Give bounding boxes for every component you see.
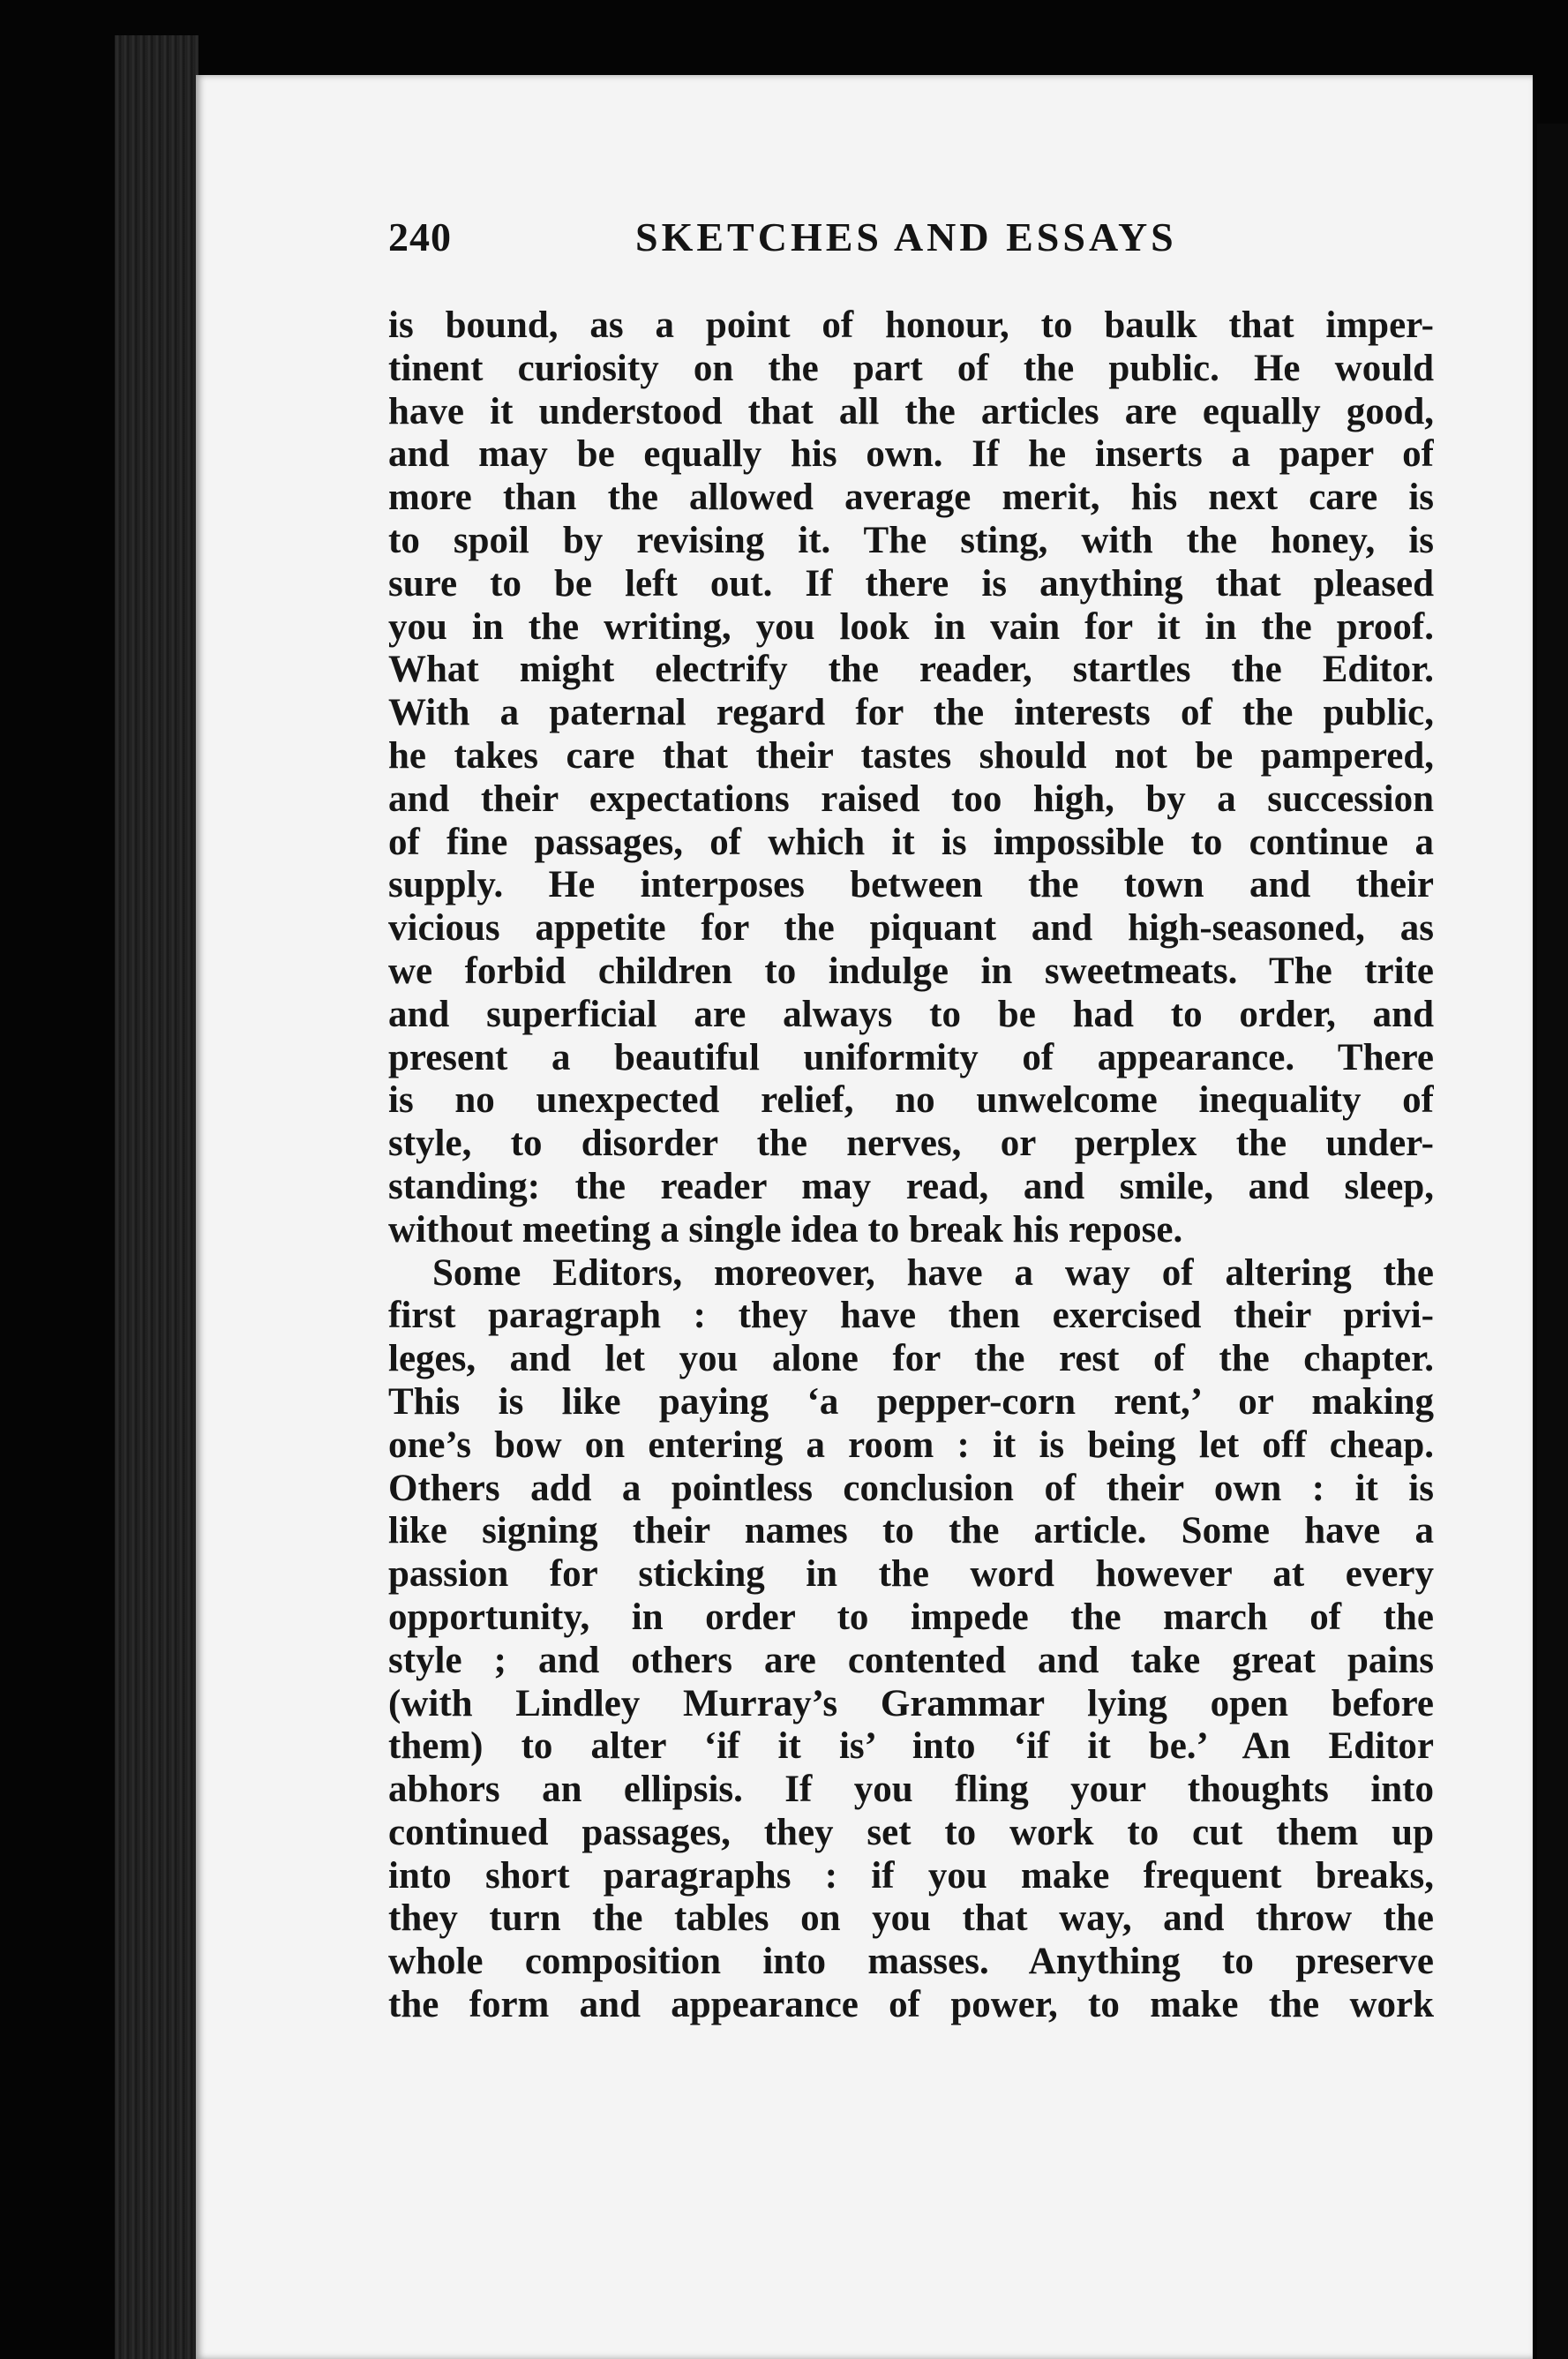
text-line: opportunity, in order to impede the march of the <box>388 1596 1434 1638</box>
text-line: This is like paying ‘a pepper-corn rent,’ or making <box>388 1380 1434 1423</box>
text-line: style ; and others are contented and take great pains <box>388 1639 1434 1681</box>
text-line: like signing their names to the article. Some have a <box>388 1510 1434 1552</box>
text-line: style, to disorder the nerves, or perplex the under- <box>388 1123 1434 1165</box>
text-line: we forbid children to indulge in sweetmeats. The trite <box>388 950 1434 992</box>
text-line: and may be equally his own. If he inserts a paper of <box>388 433 1434 476</box>
text-line: into short paragraphs : if you make frequent breaks, <box>388 1854 1434 1897</box>
text-line: vicious appetite for the piquant and high-seasoned, as <box>388 907 1434 950</box>
text-line: (with Lindley Murray’s Grammar lying open before <box>388 1682 1434 1724</box>
text-line: first paragraph : they have then exercised their privi- <box>388 1295 1434 1337</box>
binding-edge <box>1537 124 1568 2359</box>
body-text <box>388 304 1434 2027</box>
book-spine <box>115 35 199 2359</box>
text-line: Others add a pointless conclusion of their own : it is <box>388 1467 1434 1509</box>
text-line: have it understood that all the articles are equally good, <box>388 390 1434 432</box>
text-line: and their expectations raised too high, by a succession <box>388 778 1434 820</box>
text-line: the form and appearance of power, to make the work <box>388 1984 1434 2026</box>
text-line: more than the allowed average merit, his next care is <box>388 477 1434 519</box>
text-line: tinent curiosity on the part of the public. He would <box>388 347 1434 389</box>
text-line: whole composition into masses. Anything to preserve <box>388 1941 1434 1983</box>
text-line: he takes care that their tastes should not be pampered, <box>388 734 1434 777</box>
text-line: abhors an ellipsis. If you fling your thoughts into <box>388 1769 1434 1811</box>
text-line: them) to alter ‘if it is’ into ‘if it be.’ An Editor <box>388 1725 1434 1768</box>
text-line: is bound, as a point of honour, to baulk that imper- <box>388 304 1434 346</box>
text-line: one’s bow on entering a room : it is being let off cheap. <box>388 1424 1434 1466</box>
text-line: continued passages, they set to work to cut them up <box>388 1811 1434 1853</box>
text-line: is no unexpected relief, no unwelcome inequality of <box>388 1079 1434 1122</box>
text-line: of fine passages, of which it is impossible to continue a <box>388 821 1434 863</box>
text-line: present a beautiful uniformity of appearance. There <box>388 1036 1434 1078</box>
page-number: 240 <box>388 214 452 259</box>
text-line: without meeting a single idea to break his repose. <box>388 1208 1183 1251</box>
text-line: you in the writing, you look in vain for it in the proof. <box>388 605 1434 648</box>
text-line: they turn the tables on you that way, and throw the <box>388 1897 1434 1940</box>
running-head: SKETCHES AND ESSAYS <box>635 214 1177 259</box>
page-header <box>388 214 1434 275</box>
text-line: leges, and let you alone for the rest of the chapter. <box>388 1338 1434 1380</box>
text-line: sure to be left out. If there is anything that pleased <box>388 562 1434 605</box>
text-line: passion for sticking in the word however at every <box>388 1553 1434 1596</box>
text-line: to spoil by revising it. The sting, with the honey, is <box>388 519 1434 561</box>
text-line: and superficial are always to be had to order, and <box>388 993 1434 1035</box>
paragraph-first-line: Some Editors, moreover, have a way of altering the <box>432 1251 1434 1294</box>
text-line: With a paternal regard for the interests of the public, <box>388 692 1434 734</box>
text-line: What might electrify the reader, startles the Editor. <box>388 649 1434 691</box>
text-line: supply. He interposes between the town and their <box>388 864 1434 906</box>
text-line: standing: the reader may read, and smile, and sleep, <box>388 1165 1434 1207</box>
